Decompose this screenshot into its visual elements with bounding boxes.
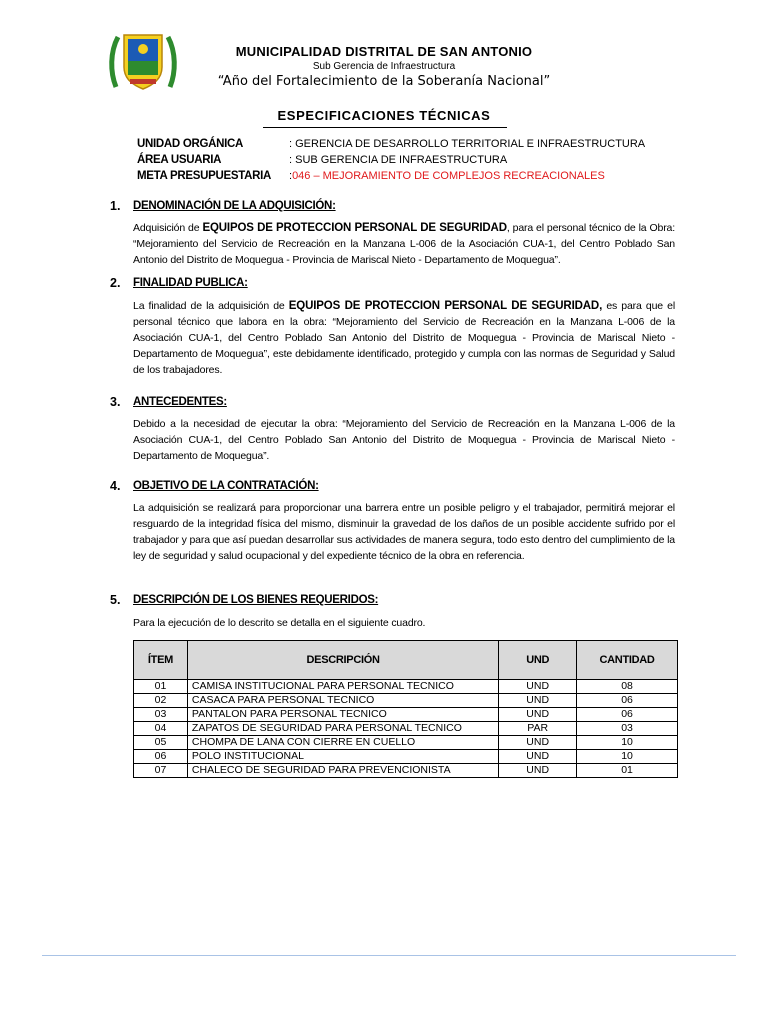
cell-item: 07 bbox=[134, 764, 188, 778]
subdivision-name: Sub Gerencia de Infraestructura bbox=[312, 61, 456, 72]
cell-item: 03 bbox=[134, 708, 188, 722]
meta-value-area: : SUB GERENCIA DE INFRAESTRUCTURA bbox=[289, 154, 508, 166]
table-row bbox=[134, 722, 678, 736]
document-title: ESPECIFICACIONES TÉCNICAS bbox=[277, 108, 491, 123]
section-2-text-bold: EQUIPOS DE PROTECCION PERSONAL DE SEGURIDAD, bbox=[288, 300, 603, 312]
cell-quantity: 08 bbox=[577, 680, 678, 694]
section-2-text-pre: La finalidad de la adquisición de bbox=[133, 300, 289, 312]
cell-quantity: 06 bbox=[577, 708, 678, 722]
cell-unit: UND bbox=[499, 750, 577, 764]
cell-description: CAMISA INSTITUCIONAL PARA PERSONAL TECNICO bbox=[187, 680, 498, 694]
footer-divider bbox=[42, 955, 736, 956]
section-4-text: La adquisición se realizará para proporcionar una barrera entre un posible peligro y el trabajador, permitirá mejorar el resguardo de la integridad física del mismo, disminuir la gravedad de los daños de un posible accidente sufrido por el trabajador y para que así puedan desarrollar sus actividades de manera segura, todo esto dentro del cumplimiento de la ley de seguridad y salud ocupacional y del expediente técnico de la obra en referencia. bbox=[133, 502, 675, 562]
cell-quantity: 06 bbox=[577, 694, 678, 708]
table-row bbox=[134, 736, 678, 750]
section-2-title: FINALIDAD PUBLICA: bbox=[133, 277, 248, 289]
section-4-number: 4. bbox=[110, 479, 121, 493]
meta-label-area: ÁREA USUARIA bbox=[137, 154, 222, 166]
cell-description: PANTALON PARA PERSONAL TECNICO bbox=[187, 708, 498, 722]
cell-unit: UND bbox=[499, 680, 577, 694]
cell-quantity: 01 bbox=[577, 764, 678, 778]
year-motto: “Año del Fortalecimiento de la Soberanía Nacional” bbox=[217, 74, 551, 89]
section-2-number: 2. bbox=[110, 276, 121, 290]
cell-quantity: 10 bbox=[577, 750, 678, 764]
cell-description: POLO INSTITUCIONAL bbox=[187, 750, 498, 764]
cell-unit: UND bbox=[499, 694, 577, 708]
cell-unit: UND bbox=[499, 708, 577, 722]
cell-unit: PAR bbox=[499, 722, 577, 736]
table-row bbox=[134, 694, 678, 708]
section-4-title: OBJETIVO DE LA CONTRATACIÓN: bbox=[133, 480, 319, 492]
section-5-number: 5. bbox=[110, 593, 121, 607]
cell-description: CHOMPA DE LANA CON CIERRE EN CUELLO bbox=[187, 736, 498, 750]
section-1-text-pre: Adquisición de bbox=[133, 222, 203, 234]
table-header-row bbox=[134, 641, 678, 680]
table-row bbox=[134, 750, 678, 764]
section-1-title: DENOMINACIÓN DE LA ADQUISICIÓN: bbox=[133, 200, 336, 212]
cell-description: CASACA PARA PERSONAL TECNICO bbox=[187, 694, 498, 708]
header-item: ÍTEM bbox=[134, 641, 188, 680]
meta-value-unidad: : GERENCIA DE DESARROLLO TERRITORIAL E INFRAESTRUCTURA bbox=[289, 138, 646, 150]
cell-item: 01 bbox=[134, 680, 188, 694]
section-5-text: Para la ejecución de lo descrito se detalla en el siguiente cuadro. bbox=[133, 617, 426, 629]
section-5-title: DESCRIPCIÓN DE LOS BIENES REQUERIDOS: bbox=[133, 594, 379, 606]
cell-item: 04 bbox=[134, 722, 188, 736]
section-1-text bbox=[133, 220, 675, 268]
cell-description: CHALECO DE SEGURIDAD PARA PREVENCIONISTA bbox=[187, 764, 498, 778]
section-2-text bbox=[133, 298, 675, 378]
section-1-text-bold: EQUIPOS DE PROTECCION PERSONAL DE SEGURIDAD bbox=[202, 222, 507, 234]
section-1-number: 1. bbox=[110, 199, 121, 213]
section-3-text: Debido a la necesidad de ejecutar la obra: “Mejoramiento del Servicio de Recreación en la Manzana L-006 de la Asociación CUA-1, del Centro Poblado San Antonio del Distrito de Moquegua - Provincia de Mariscal Nieto - Departamento de Moquegua”. bbox=[133, 418, 675, 462]
table-row bbox=[134, 680, 678, 694]
section-3-title: ANTECEDENTES: bbox=[133, 396, 227, 408]
header-unit: UND bbox=[499, 641, 577, 680]
cell-unit: UND bbox=[499, 736, 577, 750]
header-description: DESCRIPCIÓN bbox=[187, 641, 498, 680]
cell-item: 02 bbox=[134, 694, 188, 708]
section-1-text-post: , para el personal técnico de la Obra: “Mejoramiento del Servicio de Recreación en la Manzana L-006 de la Asociación CUA-1, del Centro Poblado San Antonio del Distrito de Moquegua - Provincia de Mariscal Nieto - Departamento de Moquegua”. bbox=[133, 222, 675, 266]
title-underline bbox=[263, 127, 507, 128]
cell-item: 06 bbox=[134, 750, 188, 764]
meta-label-unidad: UNIDAD ORGÁNICA bbox=[137, 138, 244, 150]
municipality-name: MUNICIPALIDAD DISTRITAL DE SAN ANTONIO bbox=[235, 44, 533, 59]
cell-quantity: 10 bbox=[577, 736, 678, 750]
cell-item: 05 bbox=[134, 736, 188, 750]
header-quantity: CANTIDAD bbox=[577, 641, 678, 680]
items-table bbox=[133, 640, 678, 778]
section-2-text-post: es para que el personal técnico que labora en la obra: “Mejoramiento del Servicio de Recreación en la Manzana L-006 de la Asociación CUA-1, del Centro Poblado San Antonio del Distrito de Moquegua - Provincia de Mariscal Nieto - Departamento de Moquegua”, este debidamente identificado, protegido y cumpla con las normas de Seguridad y Salud de los trabajadores. bbox=[133, 300, 676, 376]
section-3-number: 3. bbox=[110, 395, 121, 409]
meta-value-budget: 046 – MEJORAMIENTO DE COMPLEJOS RECREACIONALES bbox=[292, 170, 605, 182]
meta-value-prefix: : bbox=[289, 170, 293, 182]
cell-unit: UND bbox=[499, 764, 577, 778]
meta-value-meta bbox=[289, 170, 605, 182]
cell-description: ZAPATOS DE SEGURIDAD PARA PERSONAL TECNICO bbox=[187, 722, 498, 736]
cell-quantity: 03 bbox=[577, 722, 678, 736]
meta-label-meta: META PRESUPUESTARIA bbox=[137, 170, 272, 182]
table-row bbox=[134, 708, 678, 722]
table-row bbox=[134, 764, 678, 778]
